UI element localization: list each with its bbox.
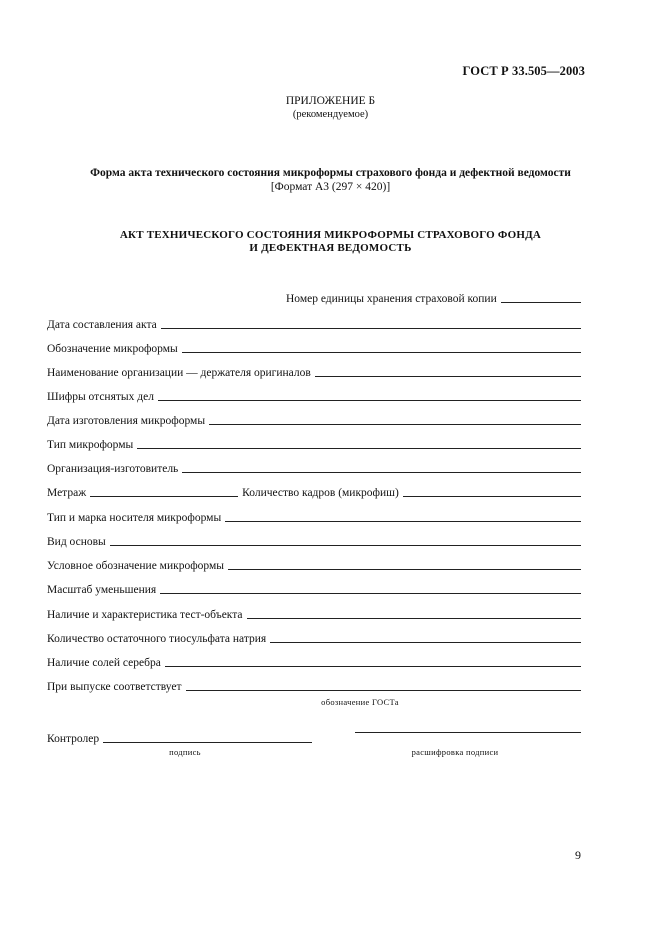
appendix-title: ПРИЛОЖЕНИЕ Б xyxy=(285,95,376,107)
manufacture-date-row xyxy=(47,414,581,428)
microform-designation-label: Обозначение микроформы xyxy=(47,343,178,355)
act-title-line1: АКТ ТЕХНИЧЕСКОГО СОСТОЯНИЯ МИКРОФОРМЫ СТРАХОВОГО ФОНДА xyxy=(119,229,542,241)
conventional-designation-field[interactable] xyxy=(228,569,581,570)
act-title-line2: И ДЕФЕКТНАЯ ВЕДОМОСТЬ xyxy=(249,242,412,254)
signature-decoding-row xyxy=(355,732,581,736)
frame-count-field[interactable] xyxy=(403,496,581,497)
test-object-label: Наличие и характеристика тест-объекта xyxy=(47,609,243,621)
silver-salts-row xyxy=(47,656,581,670)
microform-type-label: Тип микроформы xyxy=(47,439,134,451)
microform-designation-row xyxy=(47,342,581,356)
holder-org-label: Наименование организации — держателя оригиналов xyxy=(47,367,311,379)
residual-thiosulfate-row xyxy=(47,632,581,646)
form-format: [Формат А3 (297 × 420)] xyxy=(270,181,391,193)
footage-field[interactable] xyxy=(90,496,238,497)
appendix-heading xyxy=(0,95,661,121)
base-type-label: Вид основы xyxy=(47,536,106,548)
manufacturer-row xyxy=(47,462,581,476)
manufacture-date-field[interactable] xyxy=(209,424,581,425)
document-code: ГОСТ Р 33.505—2003 xyxy=(462,64,585,78)
page-number: 9 xyxy=(575,848,581,862)
microform-type-field[interactable] xyxy=(137,448,581,449)
conventional-designation-row xyxy=(47,559,581,573)
footage-label: Метраж xyxy=(47,487,87,499)
residual-thiosulfate-label: Количество остаточного тиосульфата натрия xyxy=(47,633,267,645)
case-codes-field[interactable] xyxy=(158,400,581,401)
form-title: Форма акта технического состояния микроформы страхового фонда и дефектной ведомости xyxy=(90,167,571,179)
case-codes-row xyxy=(47,390,581,404)
act-heading xyxy=(0,229,661,255)
carrier-type-field[interactable] xyxy=(225,521,581,522)
test-object-field[interactable] xyxy=(247,618,582,619)
storage-unit-field[interactable] xyxy=(501,302,581,303)
manufacturer-label: Организация-изготовитель xyxy=(47,463,179,475)
carrier-type-row xyxy=(47,511,581,525)
base-type-field[interactable] xyxy=(110,545,581,546)
holder-org-row xyxy=(47,366,581,380)
controller-signature-field[interactable] xyxy=(103,742,312,743)
signature-caption: подпись xyxy=(169,747,201,757)
signature-decoding-field[interactable] xyxy=(355,732,581,733)
footage-frames-row xyxy=(47,486,581,500)
residual-thiosulfate-field[interactable] xyxy=(270,642,581,643)
microform-designation-field[interactable] xyxy=(182,352,581,353)
compile-date-row xyxy=(47,318,581,332)
case-codes-label: Шифры отснятых дел xyxy=(47,391,154,403)
signature-decoding-caption: расшифровка подписи xyxy=(411,747,499,757)
manufacturer-field[interactable] xyxy=(182,472,581,473)
compile-date-label: Дата составления акта xyxy=(47,319,157,331)
controller-label: Контролер xyxy=(47,733,100,745)
gost-caption: обозначение ГОСТа xyxy=(321,697,399,707)
storage-unit-label: Номер единицы хранения страховой копии xyxy=(286,293,497,305)
frame-count-label: Количество кадров (микрофиш) xyxy=(242,487,399,499)
controller-row xyxy=(47,732,312,746)
form-heading xyxy=(0,166,661,194)
release-conformity-field[interactable] xyxy=(186,690,581,691)
silver-salts-label: Наличие солей серебра xyxy=(47,657,161,669)
storage-unit-row xyxy=(286,292,581,306)
manufacture-date-label: Дата изготовления микроформы xyxy=(47,415,206,427)
holder-org-field[interactable] xyxy=(315,376,581,377)
microform-type-row xyxy=(47,438,581,452)
silver-salts-field[interactable] xyxy=(165,666,581,667)
conventional-designation-label: Условное обозначение микроформы xyxy=(47,560,224,572)
reduction-scale-label: Масштаб уменьшения xyxy=(47,584,157,596)
reduction-scale-field[interactable] xyxy=(160,593,581,594)
release-conformity-row xyxy=(47,680,581,694)
reduction-scale-row xyxy=(47,583,581,597)
carrier-type-label: Тип и марка носителя микроформы xyxy=(47,512,222,524)
release-conformity-label: При выпуске соответствует xyxy=(47,681,182,693)
appendix-subtitle: (рекомендуемое) xyxy=(292,109,369,120)
base-type-row xyxy=(47,535,581,549)
compile-date-field[interactable] xyxy=(161,328,581,329)
test-object-row xyxy=(47,608,581,622)
